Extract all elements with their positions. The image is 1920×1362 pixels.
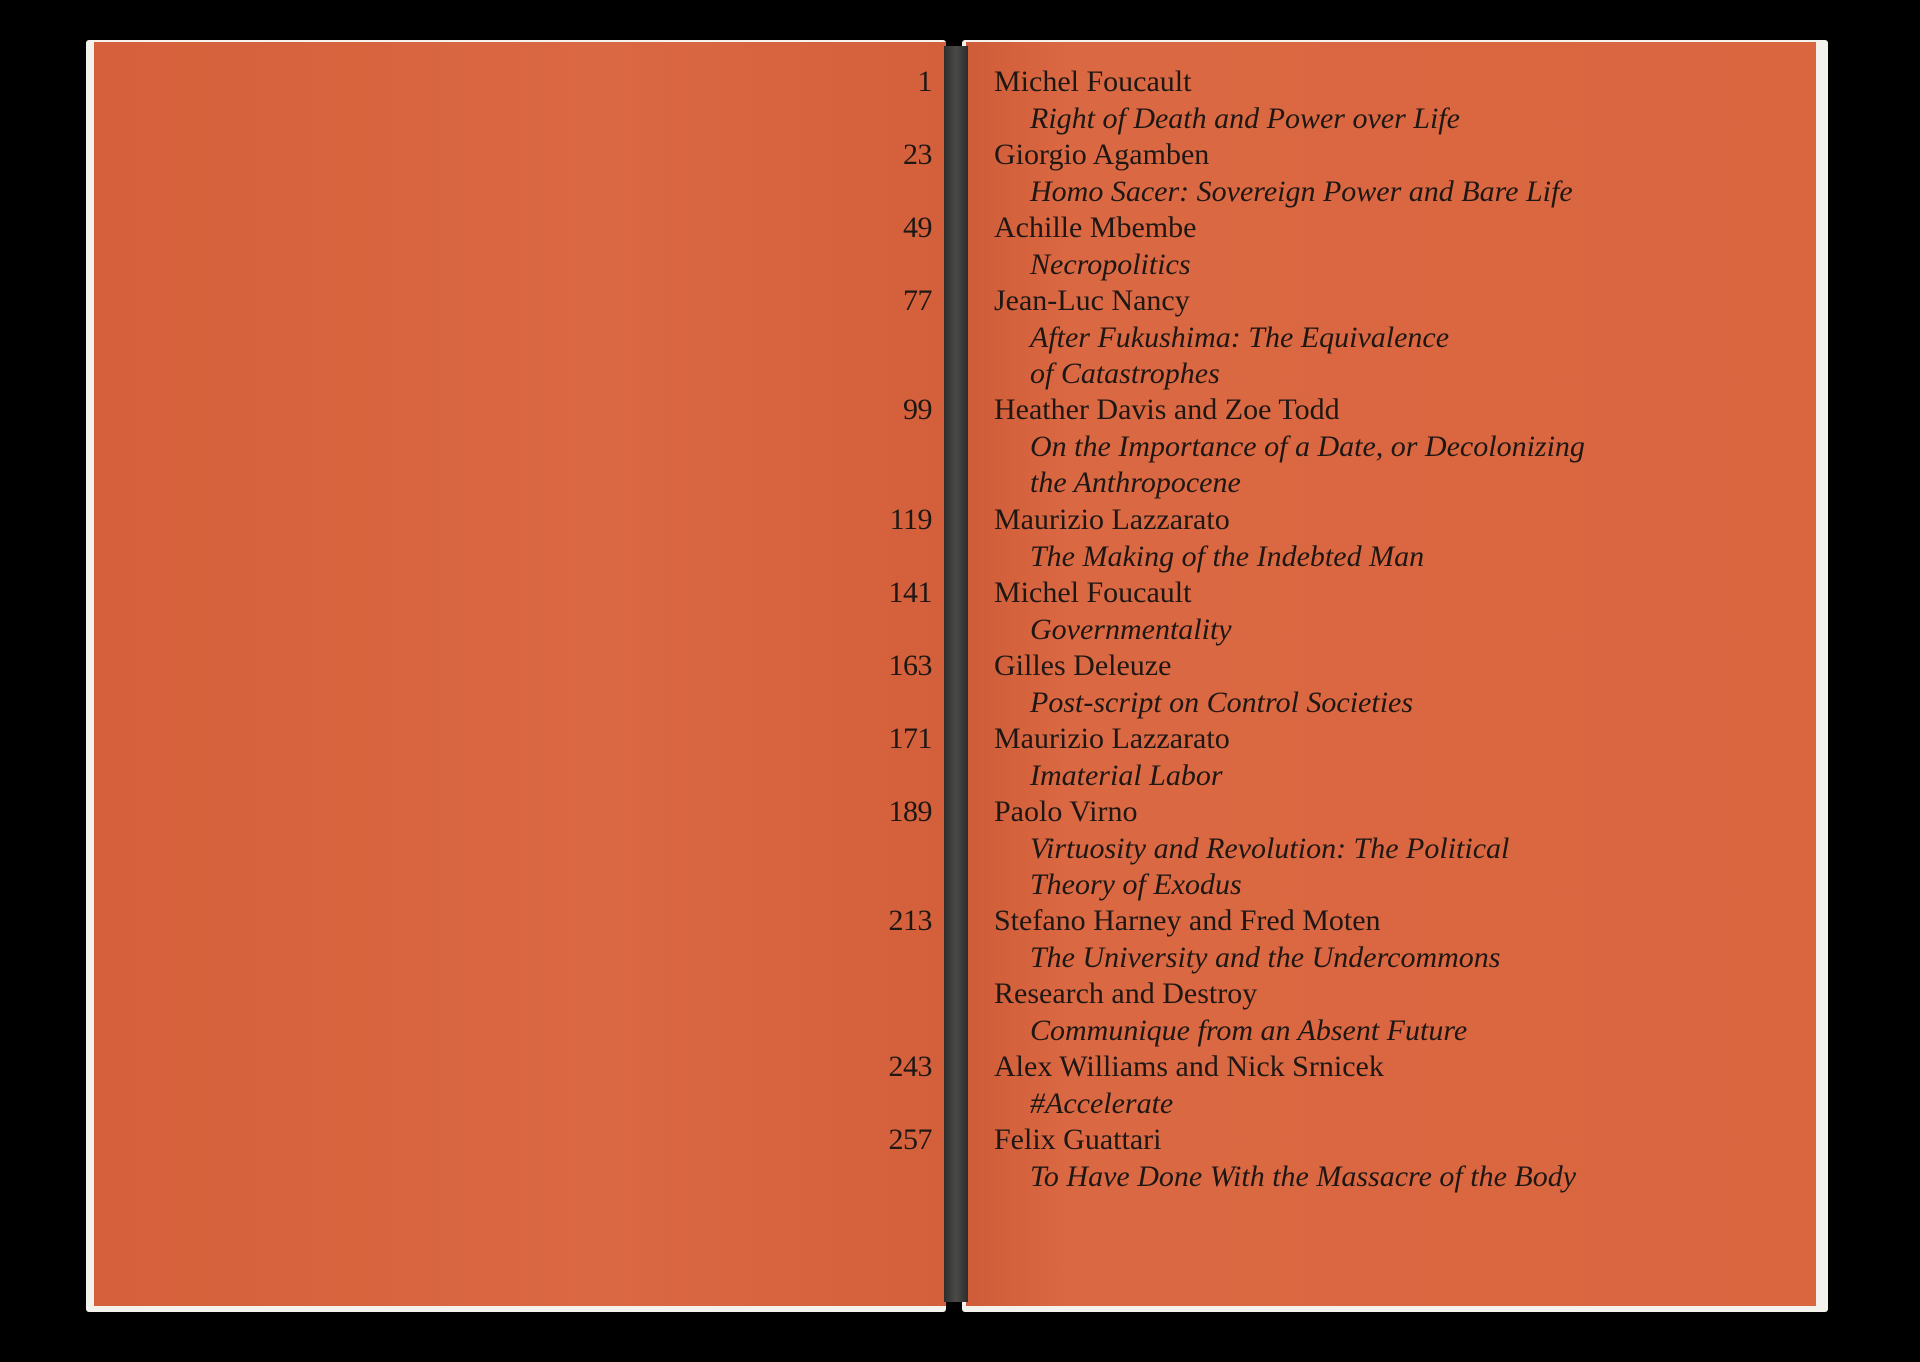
toc-title: Post-script on Control Societies (1030, 685, 1414, 719)
toc-page-number: 171 (888, 722, 932, 755)
toc-title: Homo Sacer: Sovereign Power and Bare Life (1030, 174, 1573, 208)
toc-author: Maurizio Lazzarato (994, 722, 1230, 755)
toc-page-number: 119 (889, 503, 932, 536)
toc-title: Imaterial Labor (1030, 758, 1223, 792)
toc-page-number: 213 (888, 904, 932, 937)
toc-title: of Catastrophes (1030, 357, 1220, 390)
toc-title: Right of Death and Power over Life (1030, 101, 1460, 135)
toc-author: Michel Foucault (994, 576, 1192, 609)
toc-title: Theory of Exodus (1030, 868, 1242, 901)
toc-title: To Have Done With the Massacre of the Body (1030, 1159, 1577, 1193)
toc-page-number: 1 (917, 65, 932, 98)
toc-author: Alex Williams and Nick Srnicek (994, 1050, 1384, 1083)
toc-author: Achille Mbembe (994, 211, 1197, 244)
toc-title: The Making of the Indebted Man (1030, 539, 1425, 573)
toc-page-number: 243 (888, 1050, 932, 1083)
toc-author: Heather Davis and Zoe Todd (994, 393, 1340, 426)
toc-author: Gilles Deleuze (994, 649, 1172, 682)
toc-author: Stefano Harney and Fred Moten (994, 904, 1381, 937)
toc-page-number: 77 (903, 284, 932, 317)
toc-author: Maurizio Lazzarato (994, 503, 1230, 536)
toc-author: Research and Destroy (994, 977, 1258, 1010)
toc-author: Paolo Virno (994, 795, 1138, 828)
toc-title: Governmentality (1030, 612, 1232, 646)
toc-title: Necropolitics (1030, 247, 1191, 281)
toc-page-number: 49 (903, 211, 932, 244)
toc-author: Michel Foucault (994, 65, 1192, 98)
toc-page-number: 99 (903, 393, 932, 426)
toc-author: Felix Guattari (994, 1123, 1162, 1156)
toc-title: After Fukushima: The Equivalence (1030, 320, 1450, 354)
toc-author: Jean-Luc Nancy (994, 284, 1190, 317)
toc-title: Virtuosity and Revolution: The Political (1030, 831, 1510, 865)
toc-title: #Accelerate (1030, 1086, 1174, 1120)
toc-page-number: 141 (888, 576, 932, 609)
toc-title: On the Importance of a Date, or Decolonizing (1030, 429, 1585, 463)
toc-title: the Anthropocene (1030, 466, 1241, 499)
toc-author: Giorgio Agamben (994, 138, 1210, 171)
toc-page-number: 189 (888, 795, 932, 828)
toc-page-number: 163 (888, 649, 932, 682)
toc-title: The University and the Undercommons (1030, 940, 1501, 974)
toc-page-number: 23 (903, 138, 932, 171)
toc-page-number: 257 (888, 1123, 932, 1156)
toc-title: Communique from an Absent Future (1030, 1013, 1468, 1047)
